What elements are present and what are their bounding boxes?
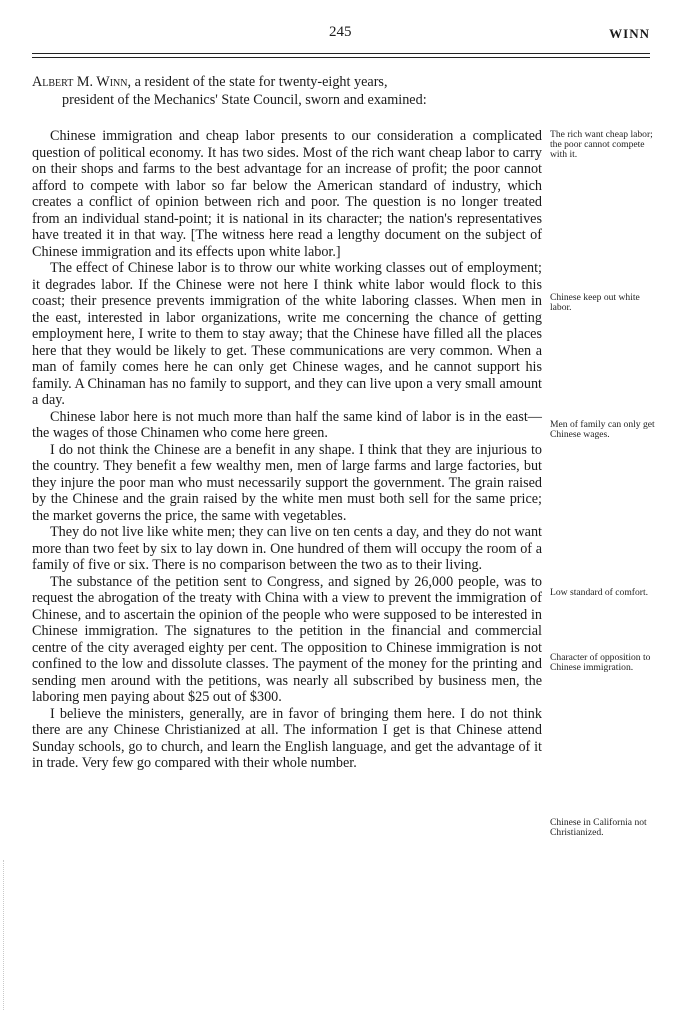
paragraph: Chinese labor here is not much more than half the same kind of labor is in the east—the wages of those Chinamen who come here green. [32, 408, 542, 441]
margin-note: Men of family can only get Chinese wages. [550, 419, 655, 441]
margin-note: The rich want cheap labor; the poor cannot compete with it. [550, 129, 653, 161]
witness-heading [32, 73, 542, 109]
header-rule [32, 53, 650, 54]
testimony-body [32, 128, 542, 772]
page-header [32, 24, 650, 44]
margin-note: Chinese in California not Christianized. [550, 817, 647, 839]
page-number: 245 [329, 24, 352, 40]
paragraph: I believe the ministers, generally, are in favor of bringing them here. I do not think there are any Chinese Christianized at all. The information I get is that Chinese attend Sunday schools, go to church, and learn the English language, and get the advantage of it in trade. Very few go compared with their whole number. [32, 705, 542, 771]
header-rule-double [32, 57, 650, 58]
margin-note: Chinese keep out white labor. [550, 292, 640, 314]
scan-speckle [3, 860, 10, 1010]
margin-note: Character of opposition to Chinese immigration. [550, 652, 651, 674]
witness-name: Albert M. Winn [32, 74, 128, 90]
paragraph: I do not think the Chinese are a benefit in any shape. I think that they are injurious to the country. They benefit a few wealthy men, men of large farms and large factories, but they injure the poor man who must necessarily support the government. The grain raised by the Chinese and the grain raised by the white men must both sell for the same price; the market governs the price, the same with vegetables. [32, 441, 542, 524]
running-head: WINN [609, 26, 650, 41]
paragraph: They do not live like white men; they can live on ten cents a day, and they do not want more than two feet by six to lay down in. One hundred of them will occupy the room of a family of five or six. There is no comparison between the two as to their living. [32, 524, 542, 573]
margin-note: Low standard of comfort. [550, 587, 649, 598]
paragraph: Chinese immigration and cheap labor presents to our consideration a complicated question of political economy. It has two sides. Most of the rich want cheap labor to carry on their shops and farms to the best advantage for an increase of profit; the poor cannot afford to compete with labor so far below the American standard of industry, which creates a conflict of opinion between rich and poor. The question is no longer treated from an individual stand-point; it is national in its character; the nation's representatives have treated it in that way. [The witness here read a lengthy document on the subject of Chinese immigration and its effects upon white labor.] [32, 128, 542, 260]
witness-role: president of the Mechanics' State Council, sworn and examined: [62, 92, 427, 108]
witness-intro: , a resident of the state for twenty-eight years, [127, 74, 388, 90]
paragraph: The substance of the petition sent to Congress, and signed by 26,000 people, was to request the abrogation of the treaty with China with a view to prevent the immigration of Chinese, and to ascertain the opinion of the people who were supposed to be interested in Chinese immigration. The signatures to the petition in the financial and commercial centre of the city averaged eighty per cent. The opposition to Chinese immigration is not confined to the low and dissolute classes. The payment of the money for the printing and sending men around with the petitions, was nearly all subscribed by business men, the laboring men paying about $25 out of $300. [32, 573, 542, 705]
paragraph: The effect of Chinese labor is to throw our white working classes out of employment; it degrades labor. If the Chinese were not here I think white labor would flock to this coast; their presence prevents immigration of the white laboring classes. When men in the east, interested in labor organizations, write me concerning the chance of getting employment here, I write to them to stay away; that the Chinese have filled all the places here that they would be likely to get. These communications are very common. When a man of family comes here he can only get Chinese wages, and he cannot support his family. A Chinaman has no family to support, and they can live upon a very small amount a day. [32, 260, 542, 408]
